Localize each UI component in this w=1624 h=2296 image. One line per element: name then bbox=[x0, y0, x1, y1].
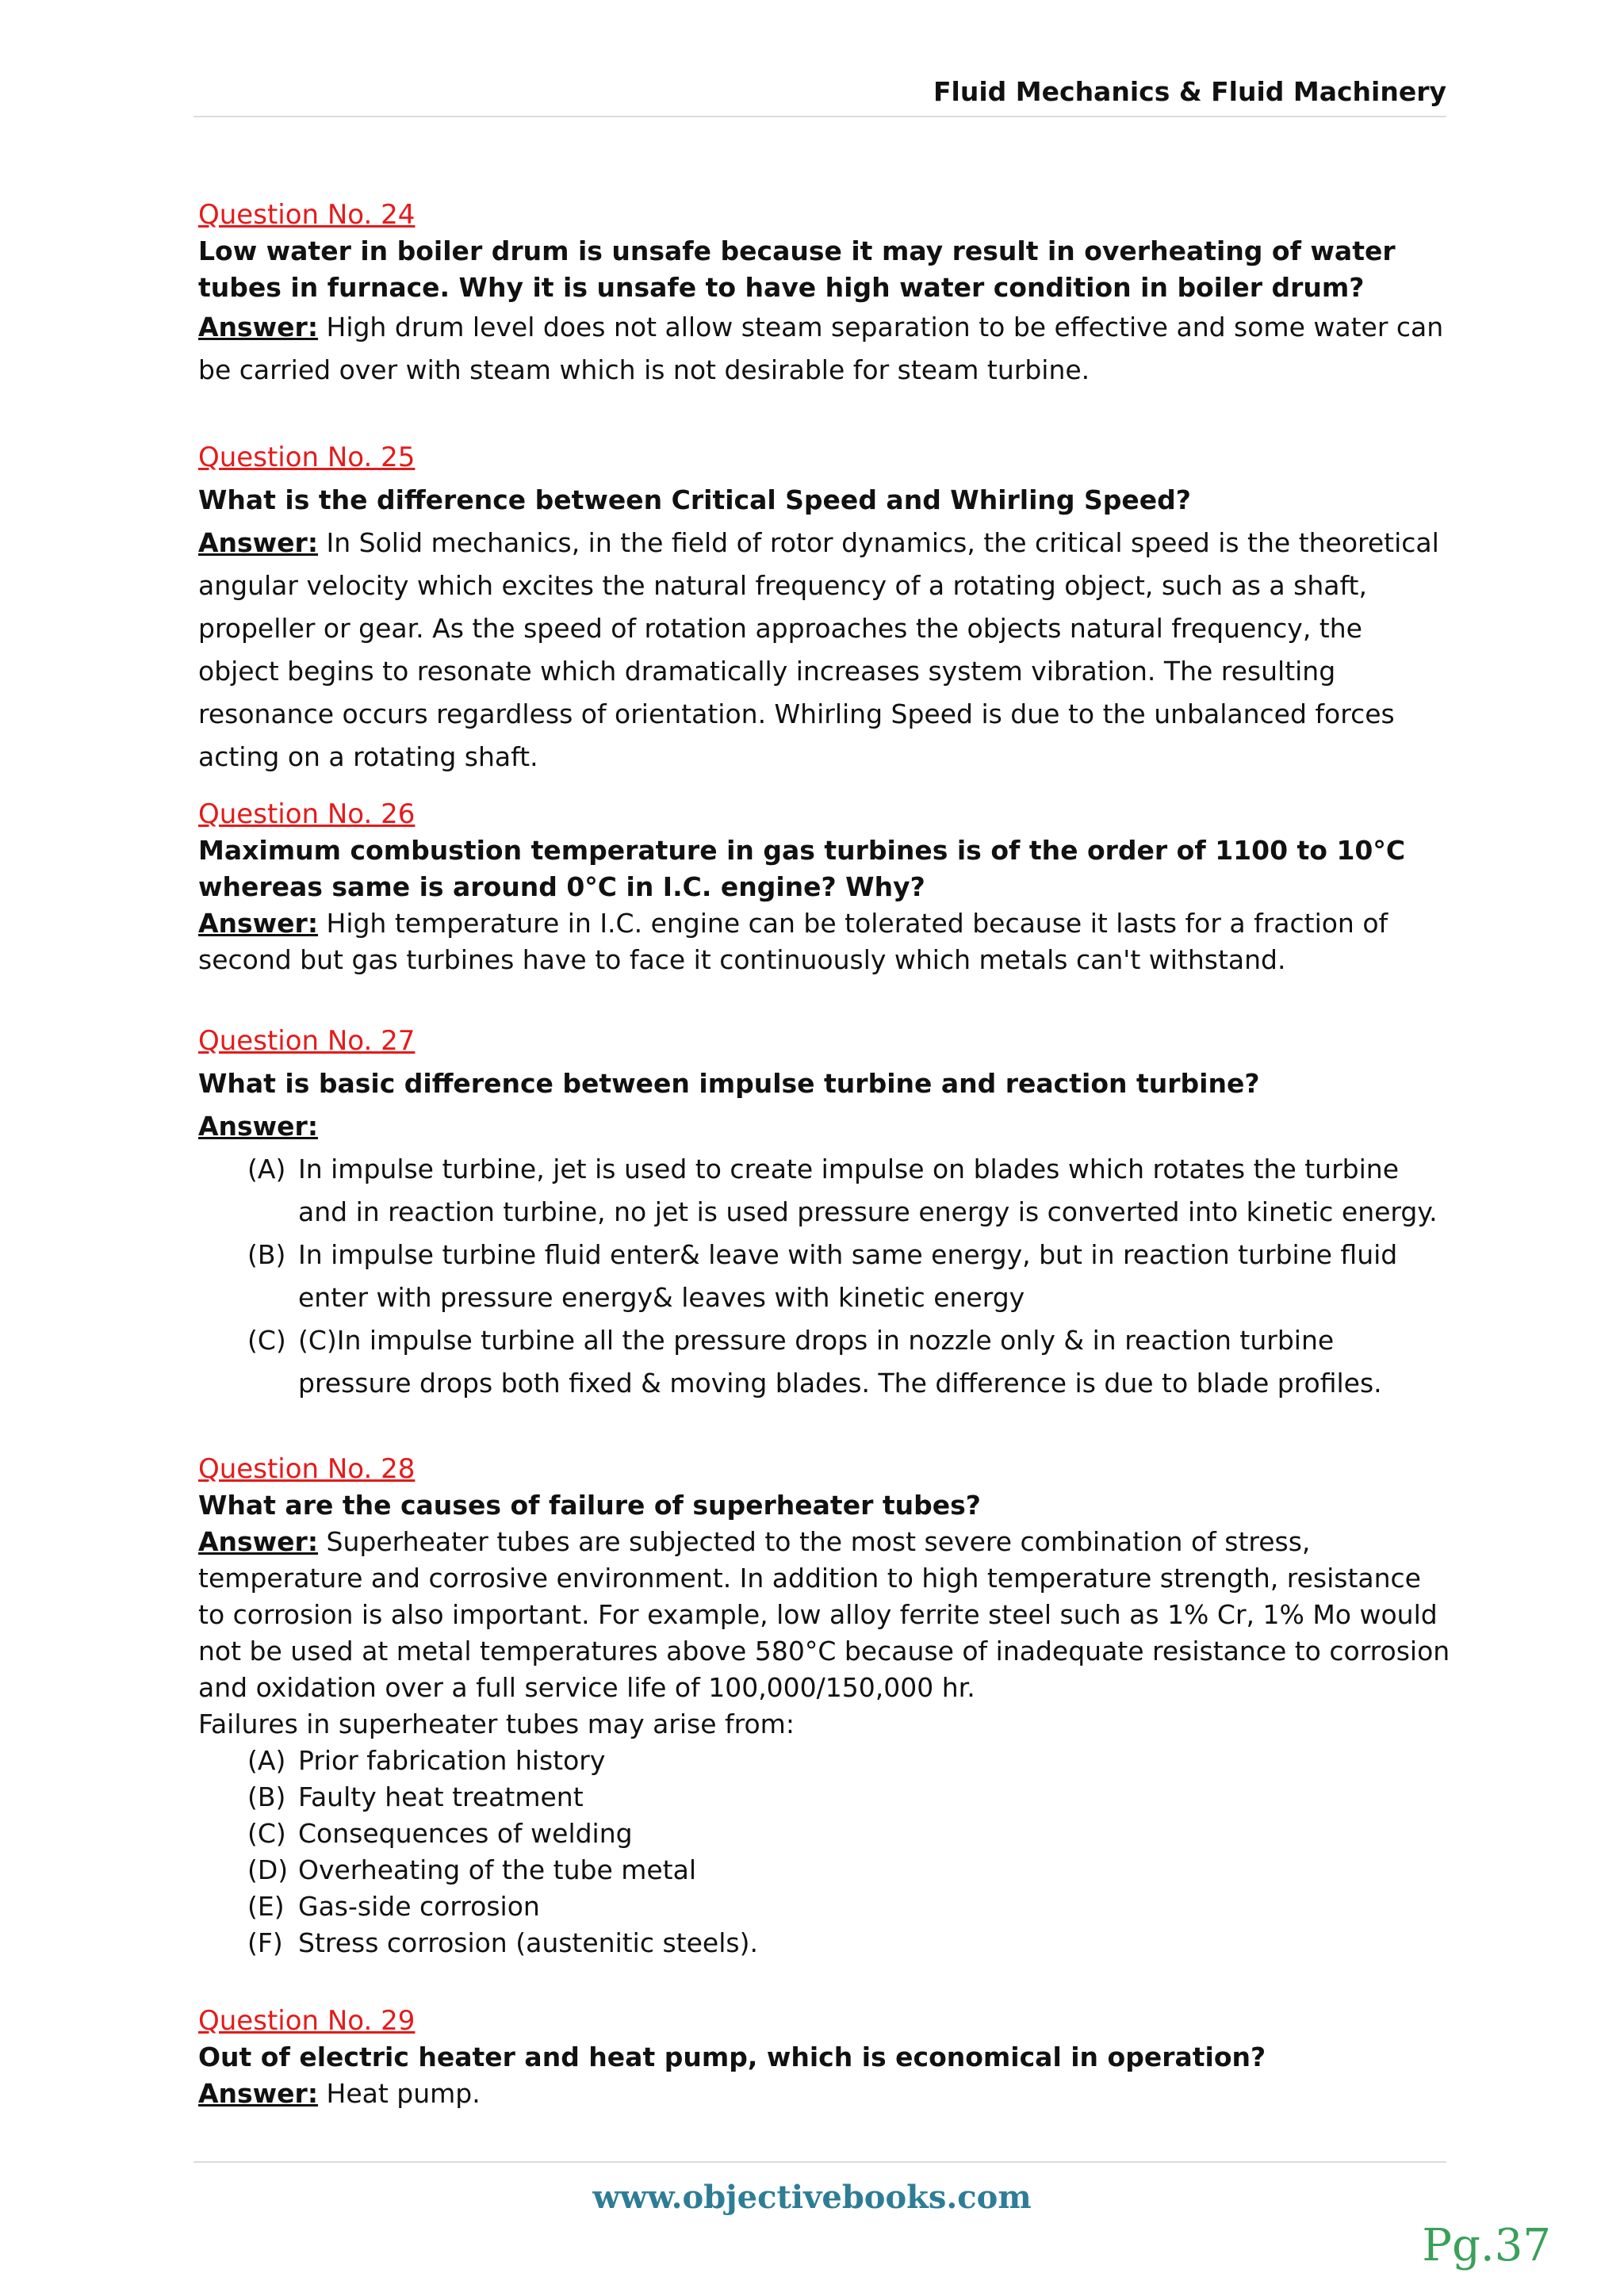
list-marker: (A) bbox=[247, 1154, 286, 1184]
question-text: What are the causes of failure of superheater tubes? bbox=[198, 1490, 981, 1521]
list-item-text: (C)In impulse turbine all the pressure drops in nozzle only & in reaction turbine pressure drops both fixed & moving blades. The difference is due to blade profiles. bbox=[298, 1325, 1382, 1399]
list-marker: (F) bbox=[247, 1927, 283, 1958]
question-text: Maximum combustion temperature in gas turbines is of the order of 1100 to 10°C whereas same is around 0°C in I.C. engine? Why? bbox=[198, 835, 1406, 902]
question-block-29 bbox=[198, 2003, 1451, 2112]
question-block-26 bbox=[198, 796, 1451, 978]
page-number: Pg.37 bbox=[1422, 2220, 1551, 2271]
list-item bbox=[198, 1888, 1451, 1925]
answer-label: Answer: bbox=[198, 527, 319, 558]
list-item-text: Consequences of welding bbox=[298, 1818, 633, 1849]
answer-label: Answer: bbox=[198, 1526, 319, 1557]
answer-text: Superheater tubes are subjected to the most severe combination of stress, temperature and corrosive environment. In addition to high temperature strength, resistance to corrosion is also important. For example, low alloy ferrite steel such as 1% Cr, 1% Mo would not be used at metal temperatures above 580°C because of inadequate resistance to corrosion and oxidation over a full service life of 100,000/150,000 hr. bbox=[198, 1526, 1450, 1703]
list-marker: (D) bbox=[247, 1854, 289, 1885]
answer-text: High temperature in I.C. engine can be tolerated because it lasts for a fraction of second but gas turbines have to face it continuously which metals can't withstand. bbox=[198, 908, 1388, 975]
list-item bbox=[198, 1816, 1451, 1852]
answer-list bbox=[198, 1148, 1451, 1405]
question-text: What is basic difference between impulse turbine and reaction turbine? bbox=[198, 1068, 1260, 1099]
list-item-text: Prior fabrication history bbox=[298, 1745, 606, 1776]
answer-paragraph bbox=[198, 522, 1451, 779]
list-item bbox=[198, 1779, 1451, 1816]
answer-label: Answer: bbox=[198, 312, 319, 342]
question-heading: Question No. 27 bbox=[198, 1025, 416, 1057]
answer-text: In Solid mechanics, in the field of rotor dynamics, the critical speed is the theoretical angular velocity which excites the natural frequency of a rotating object, such as a shaft, propeller or gear. As the speed of rotation approaches the objects natural frequency, the object begins to resonate which dramatically increases system vibration. The resulting resonance occurs regardless of orientation. Whirling Speed is due to the unbalanced forces acting on a rotating shaft. bbox=[198, 527, 1439, 772]
answer-paragraph bbox=[198, 1524, 1451, 1706]
list-item-text: Stress corrosion (austenitic steels). bbox=[298, 1927, 758, 1958]
question-heading: Question No. 24 bbox=[198, 199, 416, 231]
answer-paragraph bbox=[198, 306, 1451, 392]
list-item bbox=[198, 1743, 1451, 1779]
answer-text: High drum level does not allow steam separation to be effective and some water can be carried over with steam which is not desirable for steam turbine. bbox=[198, 312, 1444, 385]
list-marker: (B) bbox=[247, 1239, 286, 1270]
footer-rule bbox=[193, 2161, 1446, 2163]
question-block-24 bbox=[198, 197, 1451, 392]
list-item bbox=[198, 1852, 1451, 1888]
list-item bbox=[198, 1319, 1451, 1405]
question-heading: Question No. 25 bbox=[198, 442, 416, 473]
failure-causes-list bbox=[198, 1743, 1451, 1961]
answer-label: Answer: bbox=[198, 2078, 319, 2109]
list-marker: (E) bbox=[247, 1891, 285, 1922]
header-rule bbox=[193, 116, 1446, 117]
list-item bbox=[198, 1148, 1451, 1234]
question-text: Low water in boiler drum is unsafe because it may result in overheating of water tubes in furnace. Why it is unsafe to have high water condition in boiler drum? bbox=[198, 235, 1396, 303]
list-item bbox=[198, 1234, 1451, 1319]
answer-label: Answer: bbox=[198, 908, 319, 939]
list-item-text: In impulse turbine fluid enter& leave with same energy, but in reaction turbine fluid enter with pressure energy& leaves with kinetic energy bbox=[298, 1239, 1398, 1313]
website-link[interactable]: www.objectivebooks.com bbox=[592, 2179, 1032, 2216]
question-heading: Question No. 29 bbox=[198, 2005, 416, 2037]
question-text: What is the difference between Critical Speed and Whirling Speed? bbox=[198, 484, 1191, 515]
question-block-25 bbox=[198, 436, 1451, 779]
list-item-text: Faulty heat treatment bbox=[298, 1781, 584, 1812]
question-block-28 bbox=[198, 1451, 1451, 1961]
running-header: Fluid Mechanics & Fluid Machinery bbox=[933, 76, 1446, 107]
list-marker: (B) bbox=[247, 1781, 286, 1812]
question-heading: Question No. 26 bbox=[198, 798, 416, 830]
answer-paragraph bbox=[198, 1105, 1451, 1148]
list-item-text: Gas-side corrosion bbox=[298, 1891, 540, 1922]
list-item-text: Overheating of the tube metal bbox=[298, 1854, 697, 1885]
answer-paragraph bbox=[198, 2076, 1451, 2112]
list-marker: (C) bbox=[247, 1325, 286, 1356]
list-marker: (C) bbox=[247, 1818, 286, 1849]
question-heading: Question No. 28 bbox=[198, 1453, 416, 1485]
answer-text: Heat pump. bbox=[318, 2078, 481, 2109]
question-block-27 bbox=[198, 1020, 1451, 1405]
list-item-text: In impulse turbine, jet is used to create impulse on blades which rotates the turbine and in reaction turbine, no jet is used pressure energy is converted into kinetic energy. bbox=[298, 1154, 1438, 1227]
page-content bbox=[198, 197, 1451, 2112]
list-item bbox=[198, 1925, 1451, 1961]
list-intro: Failures in superheater tubes may arise from: bbox=[198, 1709, 795, 1739]
question-text: Out of electric heater and heat pump, which is economical in operation? bbox=[198, 2042, 1266, 2072]
answer-paragraph bbox=[198, 905, 1451, 978]
list-marker: (A) bbox=[247, 1745, 286, 1776]
answer-label: Answer: bbox=[198, 1111, 319, 1142]
